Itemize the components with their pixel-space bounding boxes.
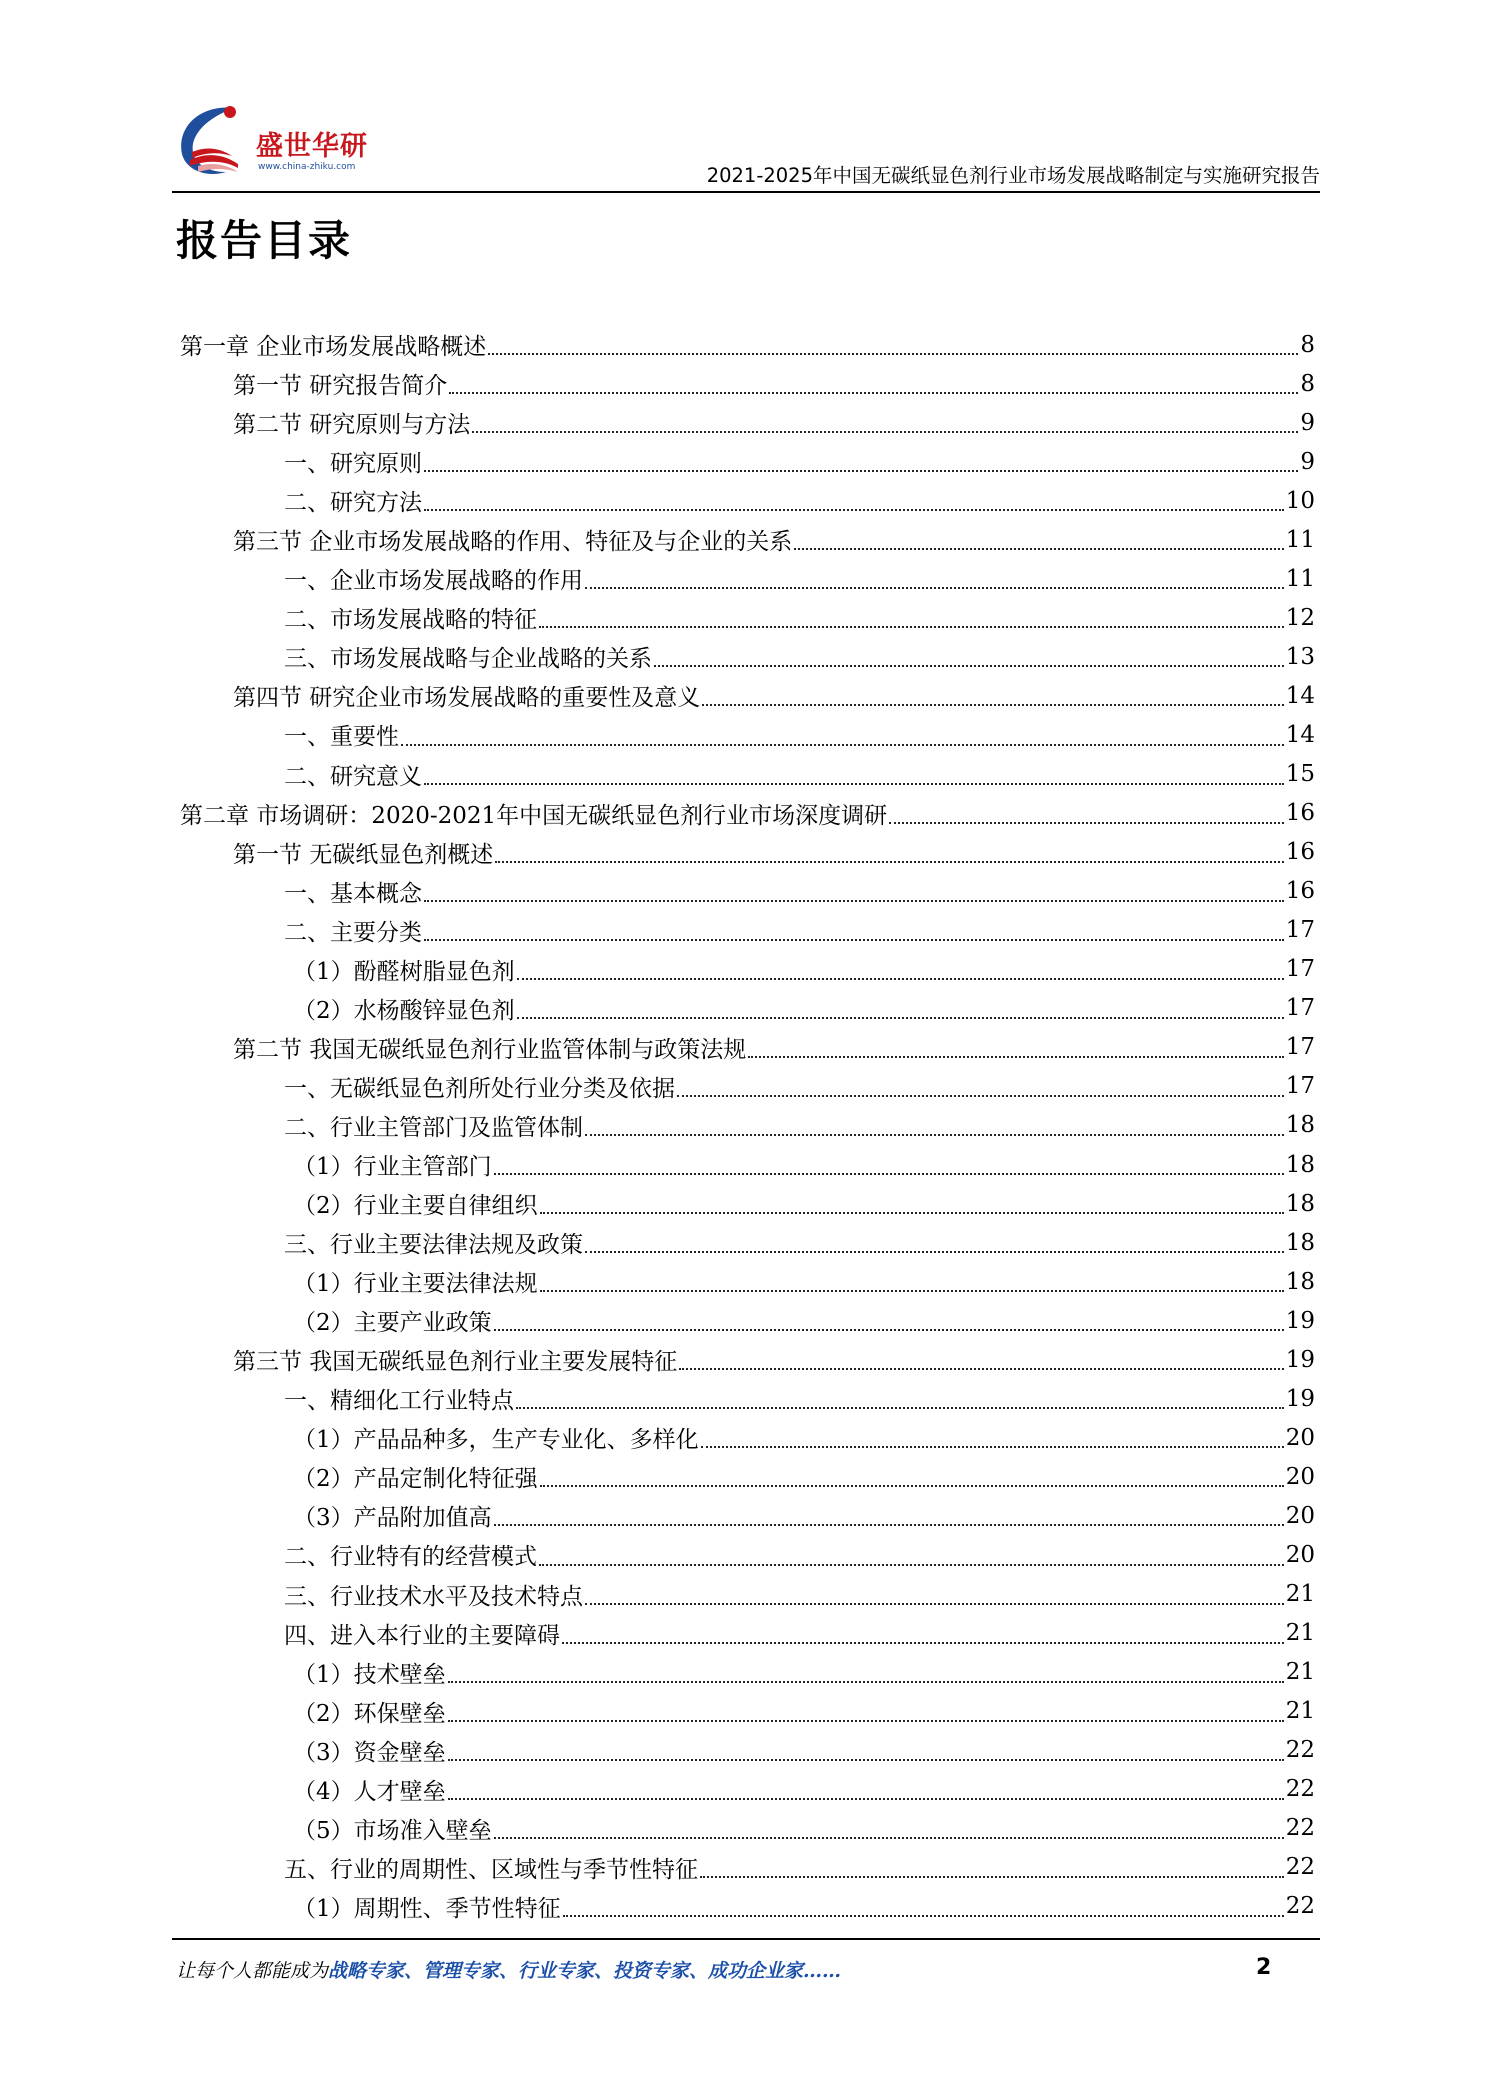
toc-entry[interactable] [180, 1692, 1315, 1731]
toc-entry-label: （3）产品附加值高 [293, 1505, 492, 1532]
toc-entry-page: 19 [1285, 1307, 1315, 1334]
toc-entry-label: 二、市场发展战略的特征 [284, 607, 537, 634]
toc-dot-leader [448, 1798, 1284, 1800]
toc-dot-leader [585, 587, 1284, 589]
toc-dot-leader [539, 1564, 1284, 1566]
page-header [172, 100, 1320, 196]
toc-dot-leader [494, 1837, 1284, 1839]
toc-dot-leader [424, 783, 1284, 785]
toc-entry[interactable] [180, 481, 1315, 520]
footer-slogan [176, 1956, 841, 1983]
toc-dot-leader [702, 704, 1283, 706]
toc-dot-leader [448, 1759, 1284, 1761]
toc-entry-page: 22 [1285, 1854, 1315, 1881]
toc-entry-label: 第一节 研究报告简介 [233, 373, 448, 400]
toc-dot-leader [540, 1485, 1284, 1487]
company-logo [172, 100, 382, 190]
toc-dot-leader [562, 1642, 1284, 1644]
toc-entry-label: 第一节 无碳纸显色剂概述 [233, 841, 494, 868]
toc-entry[interactable] [180, 755, 1315, 794]
toc-entry-page: 18 [1285, 1268, 1315, 1295]
toc-entry[interactable] [180, 364, 1315, 403]
toc-entry-page: 19 [1285, 1346, 1315, 1373]
toc-entry-page: 18 [1285, 1229, 1315, 1256]
toc-entry[interactable] [180, 872, 1315, 911]
toc-dot-leader [448, 1681, 1284, 1683]
toc-entry-label: 三、行业技术水平及技术特点 [284, 1583, 583, 1610]
toc-entry[interactable] [180, 1379, 1315, 1418]
toc-entry-page: 16 [1285, 800, 1315, 827]
toc-entry[interactable] [180, 1106, 1315, 1145]
toc-entry[interactable] [180, 1848, 1315, 1887]
toc-entry-label: （4）人才壁垒 [293, 1778, 446, 1805]
toc-entry-label: 第一章 企业市场发展战略概述 [180, 334, 487, 361]
toc-entry[interactable] [180, 1614, 1315, 1653]
toc-entry-page: 14 [1285, 721, 1315, 748]
toc-dot-leader [585, 1603, 1284, 1605]
logo-emblem-icon [172, 102, 258, 184]
toc-entry-page: 8 [1300, 331, 1315, 358]
toc-dot-leader [517, 978, 1284, 980]
toc-entry-label: 一、精细化工行业特点 [284, 1388, 514, 1415]
toc-entry[interactable] [180, 1340, 1315, 1379]
toc-dot-leader [448, 1720, 1284, 1722]
toc-entry-page: 20 [1285, 1463, 1315, 1490]
toc-entry-label: 五、行业的周期性、区域性与季节性特征 [284, 1856, 698, 1883]
toc-entry[interactable] [180, 1418, 1315, 1457]
toc-entry[interactable] [180, 715, 1315, 754]
toc-entry-page: 17 [1285, 917, 1315, 944]
toc-entry-page: 11 [1285, 565, 1315, 592]
toc-dot-leader [701, 1446, 1284, 1448]
toc-entry[interactable] [180, 1145, 1315, 1184]
toc-entry-label: 三、行业主要法律法规及政策 [284, 1232, 583, 1259]
toc-dot-leader [585, 1134, 1284, 1136]
toc-entry[interactable] [180, 989, 1315, 1028]
toc-dot-leader [424, 509, 1284, 511]
toc-entry-page: 8 [1300, 370, 1315, 397]
toc-dot-leader [679, 1368, 1283, 1370]
toc-entry-page: 17 [1285, 995, 1315, 1022]
toc-entry-label: 一、重要性 [284, 724, 399, 751]
toc-dot-leader [540, 1290, 1284, 1292]
toc-entry-label: （5）市场准入壁垒 [293, 1817, 492, 1844]
toc-dot-leader [889, 822, 1284, 824]
toc-dot-leader [494, 1329, 1284, 1331]
toc-entry[interactable] [180, 598, 1315, 637]
toc-entry-page: 22 [1285, 1815, 1315, 1842]
toc-dot-leader [472, 431, 1298, 433]
toc-dot-leader [516, 1407, 1284, 1409]
toc-entry[interactable] [180, 1731, 1315, 1770]
toc-entry-label: （1）行业主管部门 [293, 1154, 492, 1180]
toc-entry-label: （2）行业主要自律组织 [293, 1193, 538, 1220]
toc-entry[interactable] [180, 1457, 1315, 1496]
toc-entry-page: 21 [1285, 1581, 1315, 1608]
toc-entry[interactable] [180, 637, 1315, 676]
header-divider [172, 191, 1320, 193]
toc-entry-label: 第二章 市场调研：2020-2021年中国无碳纸显色剂行业市场深度调研 [180, 802, 888, 829]
toc-dot-leader [585, 1251, 1284, 1253]
toc-entry-label: 二、研究意义 [284, 763, 422, 790]
toc-entry-label: 二、研究方法 [284, 490, 422, 517]
toc-entry[interactable] [180, 442, 1315, 481]
toc-entry-label: 二、主要分类 [284, 919, 422, 946]
toc-entry-page: 18 [1285, 1151, 1315, 1178]
toc-entry-label: 第三节 我国无碳纸显色剂行业主要发展特征 [233, 1349, 678, 1376]
page-title: 报告目录 [176, 216, 353, 265]
toc-entry-page: 9 [1300, 409, 1315, 436]
toc-entry[interactable] [180, 1262, 1315, 1301]
logo-url: www.china-zhiku.com [258, 162, 356, 172]
toc-dot-leader [494, 1524, 1284, 1526]
toc-dot-leader [495, 861, 1283, 863]
toc-entry[interactable] [180, 1184, 1315, 1223]
toc-entry-page: 10 [1285, 487, 1315, 514]
toc-entry[interactable] [180, 1496, 1315, 1535]
table-of-contents [180, 325, 1315, 1926]
toc-entry-page: 19 [1285, 1385, 1315, 1412]
toc-entry[interactable] [180, 794, 1315, 833]
footer-divider [172, 1938, 1320, 1940]
toc-entry[interactable] [180, 520, 1315, 559]
toc-entry-page: 16 [1285, 839, 1315, 866]
toc-entry-page: 12 [1285, 604, 1315, 631]
toc-entry-page: 20 [1285, 1502, 1315, 1529]
toc-dot-leader [654, 665, 1284, 667]
toc-entry-label: （2）环保壁垒 [293, 1700, 446, 1727]
toc-entry-page: 17 [1285, 1073, 1315, 1100]
toc-entry-label: 第二节 研究原则与方法 [233, 412, 471, 439]
toc-entry-page: 9 [1300, 448, 1315, 475]
toc-entry-page: 22 [1285, 1893, 1315, 1920]
toc-entry-label: 一、无碳纸显色剂所处行业分类及依据 [284, 1075, 675, 1102]
toc-entry-label: （2）产品定制化特征强 [293, 1466, 538, 1493]
toc-entry-label: （2）主要产业政策 [293, 1310, 492, 1337]
toc-entry[interactable] [180, 403, 1315, 442]
toc-entry-page: 22 [1285, 1776, 1315, 1803]
toc-entry-page: 21 [1285, 1620, 1315, 1647]
toc-entry-label: 一、基本概念 [284, 880, 422, 907]
toc-dot-leader [794, 548, 1283, 550]
toc-entry-page: 14 [1285, 682, 1315, 709]
toc-entry-label: （3）资金壁垒 [293, 1739, 446, 1766]
toc-dot-leader [517, 1017, 1284, 1019]
toc-entry[interactable] [180, 676, 1315, 715]
toc-entry-page: 16 [1285, 878, 1315, 905]
toc-entry-label: 第二节 我国无碳纸显色剂行业监管体制与政策法规 [233, 1036, 747, 1063]
toc-entry[interactable] [180, 325, 1315, 364]
toc-entry-page: 17 [1285, 1034, 1315, 1061]
toc-entry[interactable] [180, 1887, 1315, 1926]
toc-entry-label: 第三节 企业市场发展战略的作用、特征及与企业的关系 [233, 529, 793, 556]
toc-entry-label: （2）水杨酸锌显色剂 [293, 997, 515, 1024]
toc-entry-label: 四、进入本行业的主要障碍 [284, 1622, 560, 1649]
toc-entry-page: 22 [1285, 1737, 1315, 1764]
toc-entry-label: （1）周期性、季节性特征 [293, 1895, 561, 1922]
toc-entry[interactable] [180, 1535, 1315, 1574]
toc-entry-label: （1）酚醛树脂显色剂 [293, 958, 515, 985]
toc-entry-page: 21 [1285, 1659, 1315, 1686]
footer-slogan-lead: 让每个人都能成为 [176, 1960, 329, 1982]
toc-entry[interactable] [180, 1653, 1315, 1692]
toc-entry-page: 17 [1285, 956, 1315, 983]
toc-dot-leader [563, 1915, 1284, 1917]
page-number: 2 [1256, 1955, 1272, 1980]
toc-entry-page: 11 [1285, 526, 1315, 553]
toc-entry[interactable] [180, 559, 1315, 598]
toc-entry-page: 21 [1285, 1698, 1315, 1725]
toc-entry[interactable] [180, 1301, 1315, 1340]
toc-entry-page: 20 [1285, 1541, 1315, 1568]
toc-entry-label: 三、市场发展战略与企业战略的关系 [284, 646, 652, 673]
toc-entry[interactable] [180, 911, 1315, 950]
logo-text: 盛世华研 [256, 131, 368, 162]
toc-entry[interactable] [180, 950, 1315, 989]
toc-dot-leader [424, 939, 1284, 941]
toc-entry[interactable] [180, 1575, 1315, 1614]
toc-entry-page: 13 [1285, 643, 1315, 670]
toc-entry[interactable] [180, 833, 1315, 872]
toc-dot-leader [424, 470, 1298, 472]
toc-entry[interactable] [180, 1770, 1315, 1809]
toc-entry-label: （1）产品品种多，生产专业化、多样化 [293, 1427, 699, 1454]
toc-dot-leader [449, 392, 1298, 394]
toc-entry[interactable] [180, 1809, 1315, 1848]
toc-entry-label: 一、企业市场发展战略的作用 [284, 568, 583, 595]
toc-entry[interactable] [180, 1223, 1315, 1262]
footer-slogan-roles: 战略专家、管理专家、行业专家、投资专家、成功企业家…… [328, 1960, 842, 1982]
toc-entry[interactable] [180, 1028, 1315, 1067]
toc-dot-leader [748, 1056, 1283, 1058]
toc-dot-leader [488, 353, 1298, 355]
toc-entry-label: （1）行业主要法律法规 [293, 1271, 538, 1298]
toc-entry-label: （1）技术壁垒 [293, 1661, 446, 1688]
toc-entry[interactable] [180, 1067, 1315, 1106]
toc-entry-label: 第四节 研究企业市场发展战略的重要性及意义 [233, 685, 701, 712]
toc-dot-leader [401, 744, 1284, 746]
toc-entry-label: 二、行业特有的经营模式 [284, 1544, 537, 1571]
toc-dot-leader [494, 1173, 1284, 1175]
toc-dot-leader [539, 626, 1284, 628]
report-title: 2021-2025年中国无碳纸显色剂行业市场发展战略制定与实施研究报告 [706, 164, 1320, 187]
toc-dot-leader [540, 1212, 1284, 1214]
toc-entry-page: 15 [1285, 761, 1315, 788]
toc-dot-leader [424, 900, 1284, 902]
toc-dot-leader [700, 1876, 1284, 1878]
toc-entry-page: 20 [1285, 1424, 1315, 1451]
toc-entry-label: 二、行业主管部门及监管体制 [284, 1114, 583, 1141]
toc-entry-page: 18 [1285, 1112, 1315, 1139]
toc-entry-page: 18 [1285, 1190, 1315, 1217]
toc-dot-leader [677, 1095, 1284, 1097]
toc-entry-label: 一、研究原则 [284, 451, 422, 478]
